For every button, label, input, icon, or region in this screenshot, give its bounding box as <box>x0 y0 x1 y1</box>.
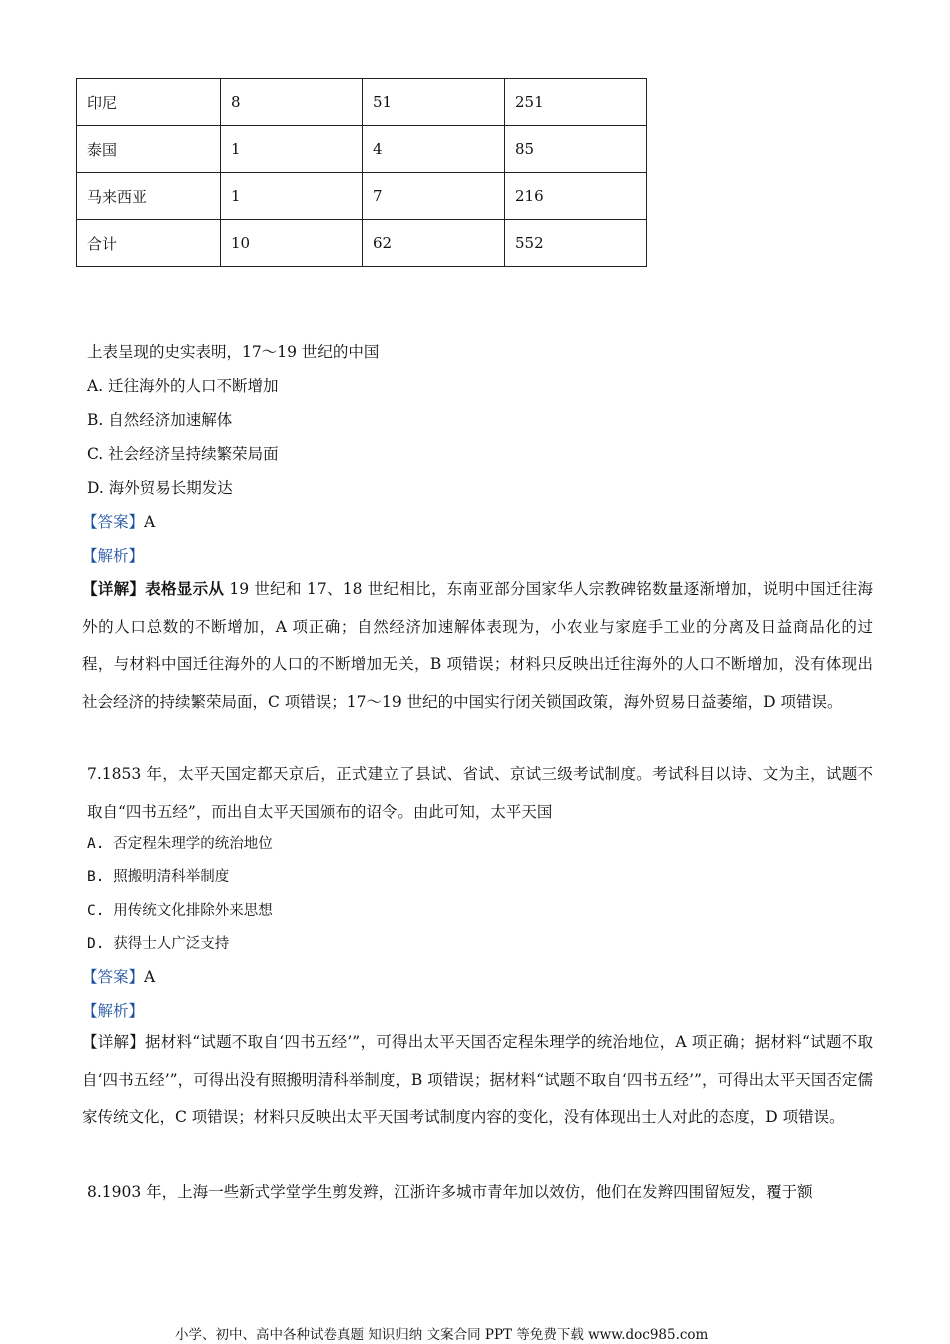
q7-detail <box>82 1024 873 1137</box>
table-cell: 85 <box>505 126 647 173</box>
table-cell: 马来西亚 <box>77 173 221 220</box>
q6-option-c: C. 社会经济呈持续繁荣局面 <box>87 445 279 463</box>
table-row <box>77 173 647 220</box>
table-cell: 62 <box>363 220 505 267</box>
detail-text: 19 世纪和 17、18 世纪相比，东南亚部分国家华人宗教碑铭数量逐渐增加，说明中国迁往海外的人口总数的不断增加，A 项正确；自然经济加速解体表现为，小农业与家庭手工业的分离及日益商品化的过程，与材料中国迁往海外的人口的不断增加无关，B 项错误；材料只反映出迁往海外的人口不断增加，没有体现出社会经济的持续繁荣局面，C 项错误；17～19 世纪的中国实行闭关锁国政策，海外贸易日益萎缩，D 项错误。 <box>82 580 873 711</box>
q7-stem: 7.1853 年，太平天国定都天京后，正式建立了县试、省试、京试三级考试制度。考试科目以诗、文为主，试题不取自“四书五经”，而出自太平天国颁布的诏令。由此可知，太平天国 <box>87 765 873 821</box>
q7-option-a: A. 否定程朱理学的统治地位 <box>87 836 273 852</box>
table-cell: 1 <box>221 126 363 173</box>
q6-option-d: D. 海外贸易长期发达 <box>87 479 233 497</box>
footer-banner: 小学、初中、高中各种试卷真题 知识归纳 文案合同 PPT 等免费下载 www.doc985.com <box>175 1327 709 1343</box>
q6-answer <box>82 510 155 532</box>
q7-analysis-tag: 【解析】 <box>82 1002 145 1020</box>
table-cell: 51 <box>363 79 505 126</box>
q8-stem: 8.1903 年，上海一些新式学堂学生剪发辫，江浙许多城市青年加以效仿，他们在发辫四围留短发，覆于额 <box>87 1183 813 1201</box>
detail-tag: 【详解】 <box>82 579 146 598</box>
table-cell: 1 <box>221 173 363 220</box>
table-cell: 10 <box>221 220 363 267</box>
population-table <box>76 78 647 267</box>
table-cell: 251 <box>505 79 647 126</box>
table-cell: 8 <box>221 79 363 126</box>
table-cell: 7 <box>363 173 505 220</box>
table-cell: 216 <box>505 173 647 220</box>
table-cell: 印尼 <box>77 79 221 126</box>
q6-option-a: A. 迁往海外的人口不断增加 <box>87 377 279 395</box>
table-row <box>77 79 647 126</box>
q6-detail <box>82 570 873 721</box>
detail-tag: 【详解】 <box>82 1033 145 1051</box>
q7-answer <box>82 965 155 987</box>
detail-lead: 表格显示从 <box>145 579 225 598</box>
q7-option-c: C. 用传统文化排除外来思想 <box>87 903 273 919</box>
q6-stem: 上表呈现的史实表明，17～19 世纪的中国 <box>87 343 380 361</box>
answer-tag: 【答案】 <box>82 513 145 531</box>
table-cell: 4 <box>363 126 505 173</box>
q7-option-d: D. 获得士人广泛支持 <box>87 936 230 952</box>
table-row <box>77 126 647 173</box>
answer-tag: 【答案】 <box>82 968 145 986</box>
q7-option-b: B. 照搬明清科举制度 <box>87 869 230 885</box>
table-cell: 合计 <box>77 220 221 267</box>
answer-value: A <box>144 513 156 531</box>
table-cell: 泰国 <box>77 126 221 173</box>
answer-value: A <box>144 968 156 986</box>
table-cell: 552 <box>505 220 647 267</box>
detail-text: 据材料“试题不取自‘四书五经’”，可得出太平天国否定程朱理学的统治地位，A 项正确；据材料“试题不取自‘四书五经’”，可得出没有照搬明清科举制度，B 项错误；据材料“试题不取自‘四书五经’”，可得出太平天国否定儒家传统文化，C 项错误；材料只反映出太平天国考试制度内容的变化，没有体现出士人对此的态度，D 项错误。 <box>82 1033 873 1126</box>
q6-option-b: B. 自然经济加速解体 <box>87 411 233 429</box>
table-row <box>77 220 647 267</box>
q6-analysis-tag: 【解析】 <box>82 547 145 565</box>
